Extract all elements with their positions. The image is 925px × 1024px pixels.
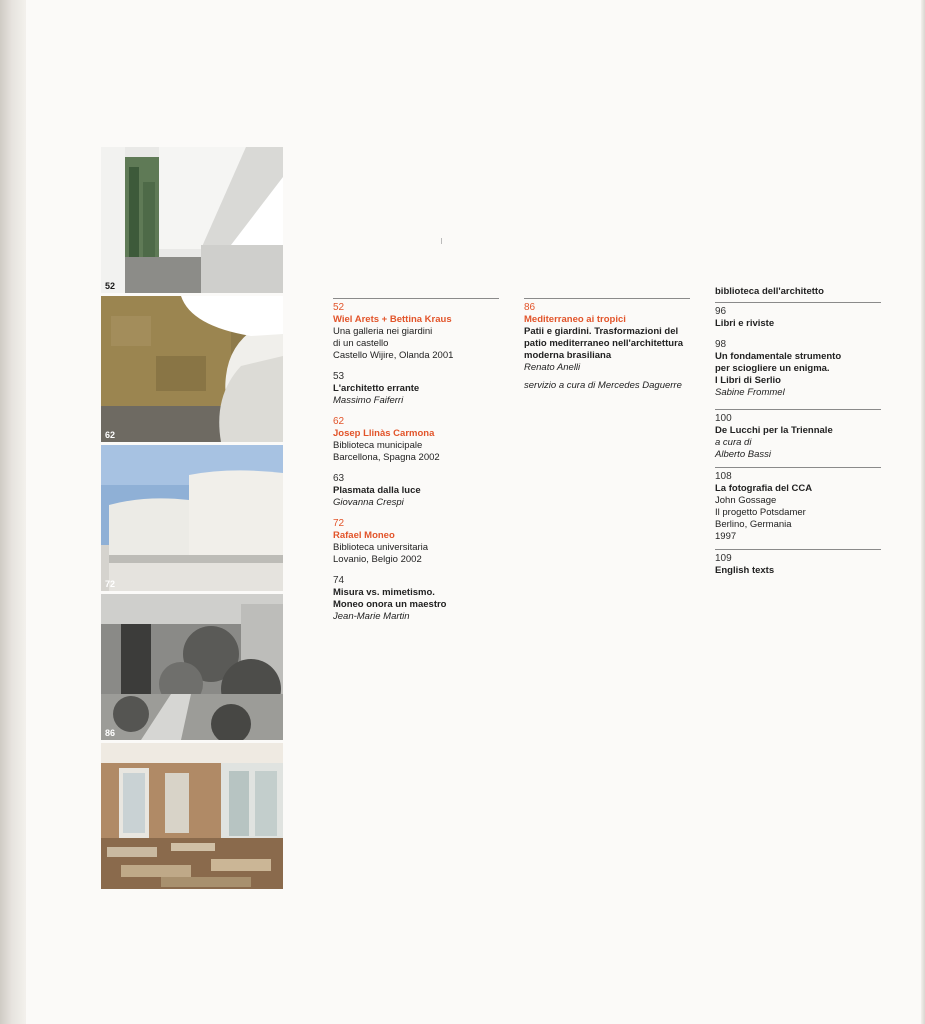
entry-author: Giovanna Crespi	[333, 497, 404, 508]
toc-entry[interactable]	[715, 471, 881, 543]
entry-title: La fotografia del CCA	[715, 483, 813, 494]
thumbnail-label: 62	[105, 430, 116, 440]
page-number: 108	[715, 471, 732, 482]
entry-line: 1997	[715, 531, 737, 542]
page-number: 109	[715, 553, 732, 564]
entry-credit: servizio a cura di Mercedes Daguerre	[524, 380, 682, 391]
entry-line: Biblioteca municipale	[333, 440, 423, 451]
thumbnail-label: 52	[105, 281, 116, 291]
toc-entry[interactable]	[333, 371, 499, 407]
entry-author: Sabine Frommel	[715, 387, 785, 398]
entry-title: Moneo onora un maestro	[333, 599, 447, 610]
entry-line: Il progetto Potsdamer	[715, 507, 806, 518]
page-number: 86	[524, 302, 536, 313]
toc-entry[interactable]	[715, 339, 881, 399]
entry-title: English texts	[715, 565, 775, 576]
photo-62	[101, 296, 283, 442]
column-rule	[715, 409, 881, 410]
thumbnail-label: 72	[105, 579, 116, 589]
page-number: 53	[333, 371, 345, 382]
column-rule	[715, 302, 881, 303]
toc-entry[interactable]	[715, 413, 881, 461]
toc-entry[interactable]	[333, 518, 499, 566]
entry-title: De Lucchi per la Triennale	[715, 425, 833, 436]
toc-column-1	[333, 298, 499, 623]
entry-author: Massimo Faiferri	[333, 395, 404, 406]
thumbnail-72	[101, 445, 283, 591]
entry-subtitle: moderna brasiliana	[524, 350, 612, 361]
entry-line: Barcellona, Spagna 2002	[333, 452, 440, 463]
print-mark	[441, 238, 442, 244]
entry-title: Mediterraneo ai tropici	[524, 314, 626, 325]
photo-72	[101, 445, 283, 591]
page-edge	[921, 0, 925, 1024]
toc-column-2	[524, 298, 690, 392]
entry-line: Berlino, Germania	[715, 519, 792, 530]
entry-title: Un fondamentale strumento	[715, 351, 842, 362]
page-number: 96	[715, 306, 727, 317]
entry-title: Rafael Moneo	[333, 530, 395, 541]
photo-52	[101, 147, 283, 293]
column-rule	[715, 467, 881, 468]
thumbnail-62	[101, 296, 283, 442]
entry-line: Castello Wijire, Olanda 2001	[333, 350, 454, 361]
toc-entry[interactable]	[333, 575, 499, 623]
thumbnail-library	[101, 743, 283, 889]
toc-entry[interactable]	[715, 553, 881, 577]
page-number: 100	[715, 413, 732, 424]
entry-title: Josep Llinàs Carmona	[333, 428, 435, 439]
entry-line: John Gossage	[715, 495, 777, 506]
entry-line: Biblioteca universitaria	[333, 542, 429, 553]
page-number: 98	[715, 339, 727, 350]
thumbnail-86	[101, 594, 283, 740]
page-number: 62	[333, 416, 345, 427]
photo-library	[101, 743, 283, 889]
entry-title: Wiel Arets + Bettina Kraus	[333, 314, 452, 325]
page-number: 72	[333, 518, 345, 529]
entry-title: Libri e riviste	[715, 318, 775, 329]
entry-title: Misura vs. mimetismo.	[333, 587, 435, 598]
thumbnail-52	[101, 147, 283, 293]
entry-title: I Libri di Serlio	[715, 375, 781, 386]
toc-entry[interactable]	[333, 302, 499, 362]
book-gutter	[0, 0, 26, 1024]
column-rule	[333, 298, 499, 299]
entry-editor: a cura di	[715, 437, 752, 448]
column-rule	[715, 549, 881, 550]
page-number: 52	[333, 302, 345, 313]
thumbnail-label: 86	[105, 728, 116, 738]
entry-author: Jean-Marie Martin	[333, 611, 410, 622]
page-number: 63	[333, 473, 345, 484]
page-number: 74	[333, 575, 345, 586]
entry-line: Lovanio, Belgio 2002	[333, 554, 422, 565]
toc-entry[interactable]	[524, 302, 690, 392]
toc-entry[interactable]	[715, 306, 881, 330]
entry-editor: Alberto Bassi	[715, 449, 771, 460]
entry-line: di un castello	[333, 338, 389, 349]
entry-subtitle: patio mediterraneo nell'architettura	[524, 338, 684, 349]
entry-subtitle: Patii e giardini. Trasformazioni del	[524, 326, 679, 337]
photo-86	[101, 594, 283, 740]
toc-column-3	[715, 286, 881, 577]
entry-line: Una galleria nei giardini	[333, 326, 433, 337]
entry-author: Renato Anelli	[524, 362, 581, 373]
toc-entry[interactable]	[333, 473, 499, 509]
entry-title: Plasmata dalla luce	[333, 485, 421, 496]
section-heading: biblioteca dell'architetto	[715, 286, 824, 297]
entry-title: L'architetto errante	[333, 383, 420, 394]
entry-title: per sciogliere un enigma.	[715, 363, 830, 374]
column-rule	[524, 298, 690, 299]
toc-entry[interactable]	[333, 416, 499, 464]
